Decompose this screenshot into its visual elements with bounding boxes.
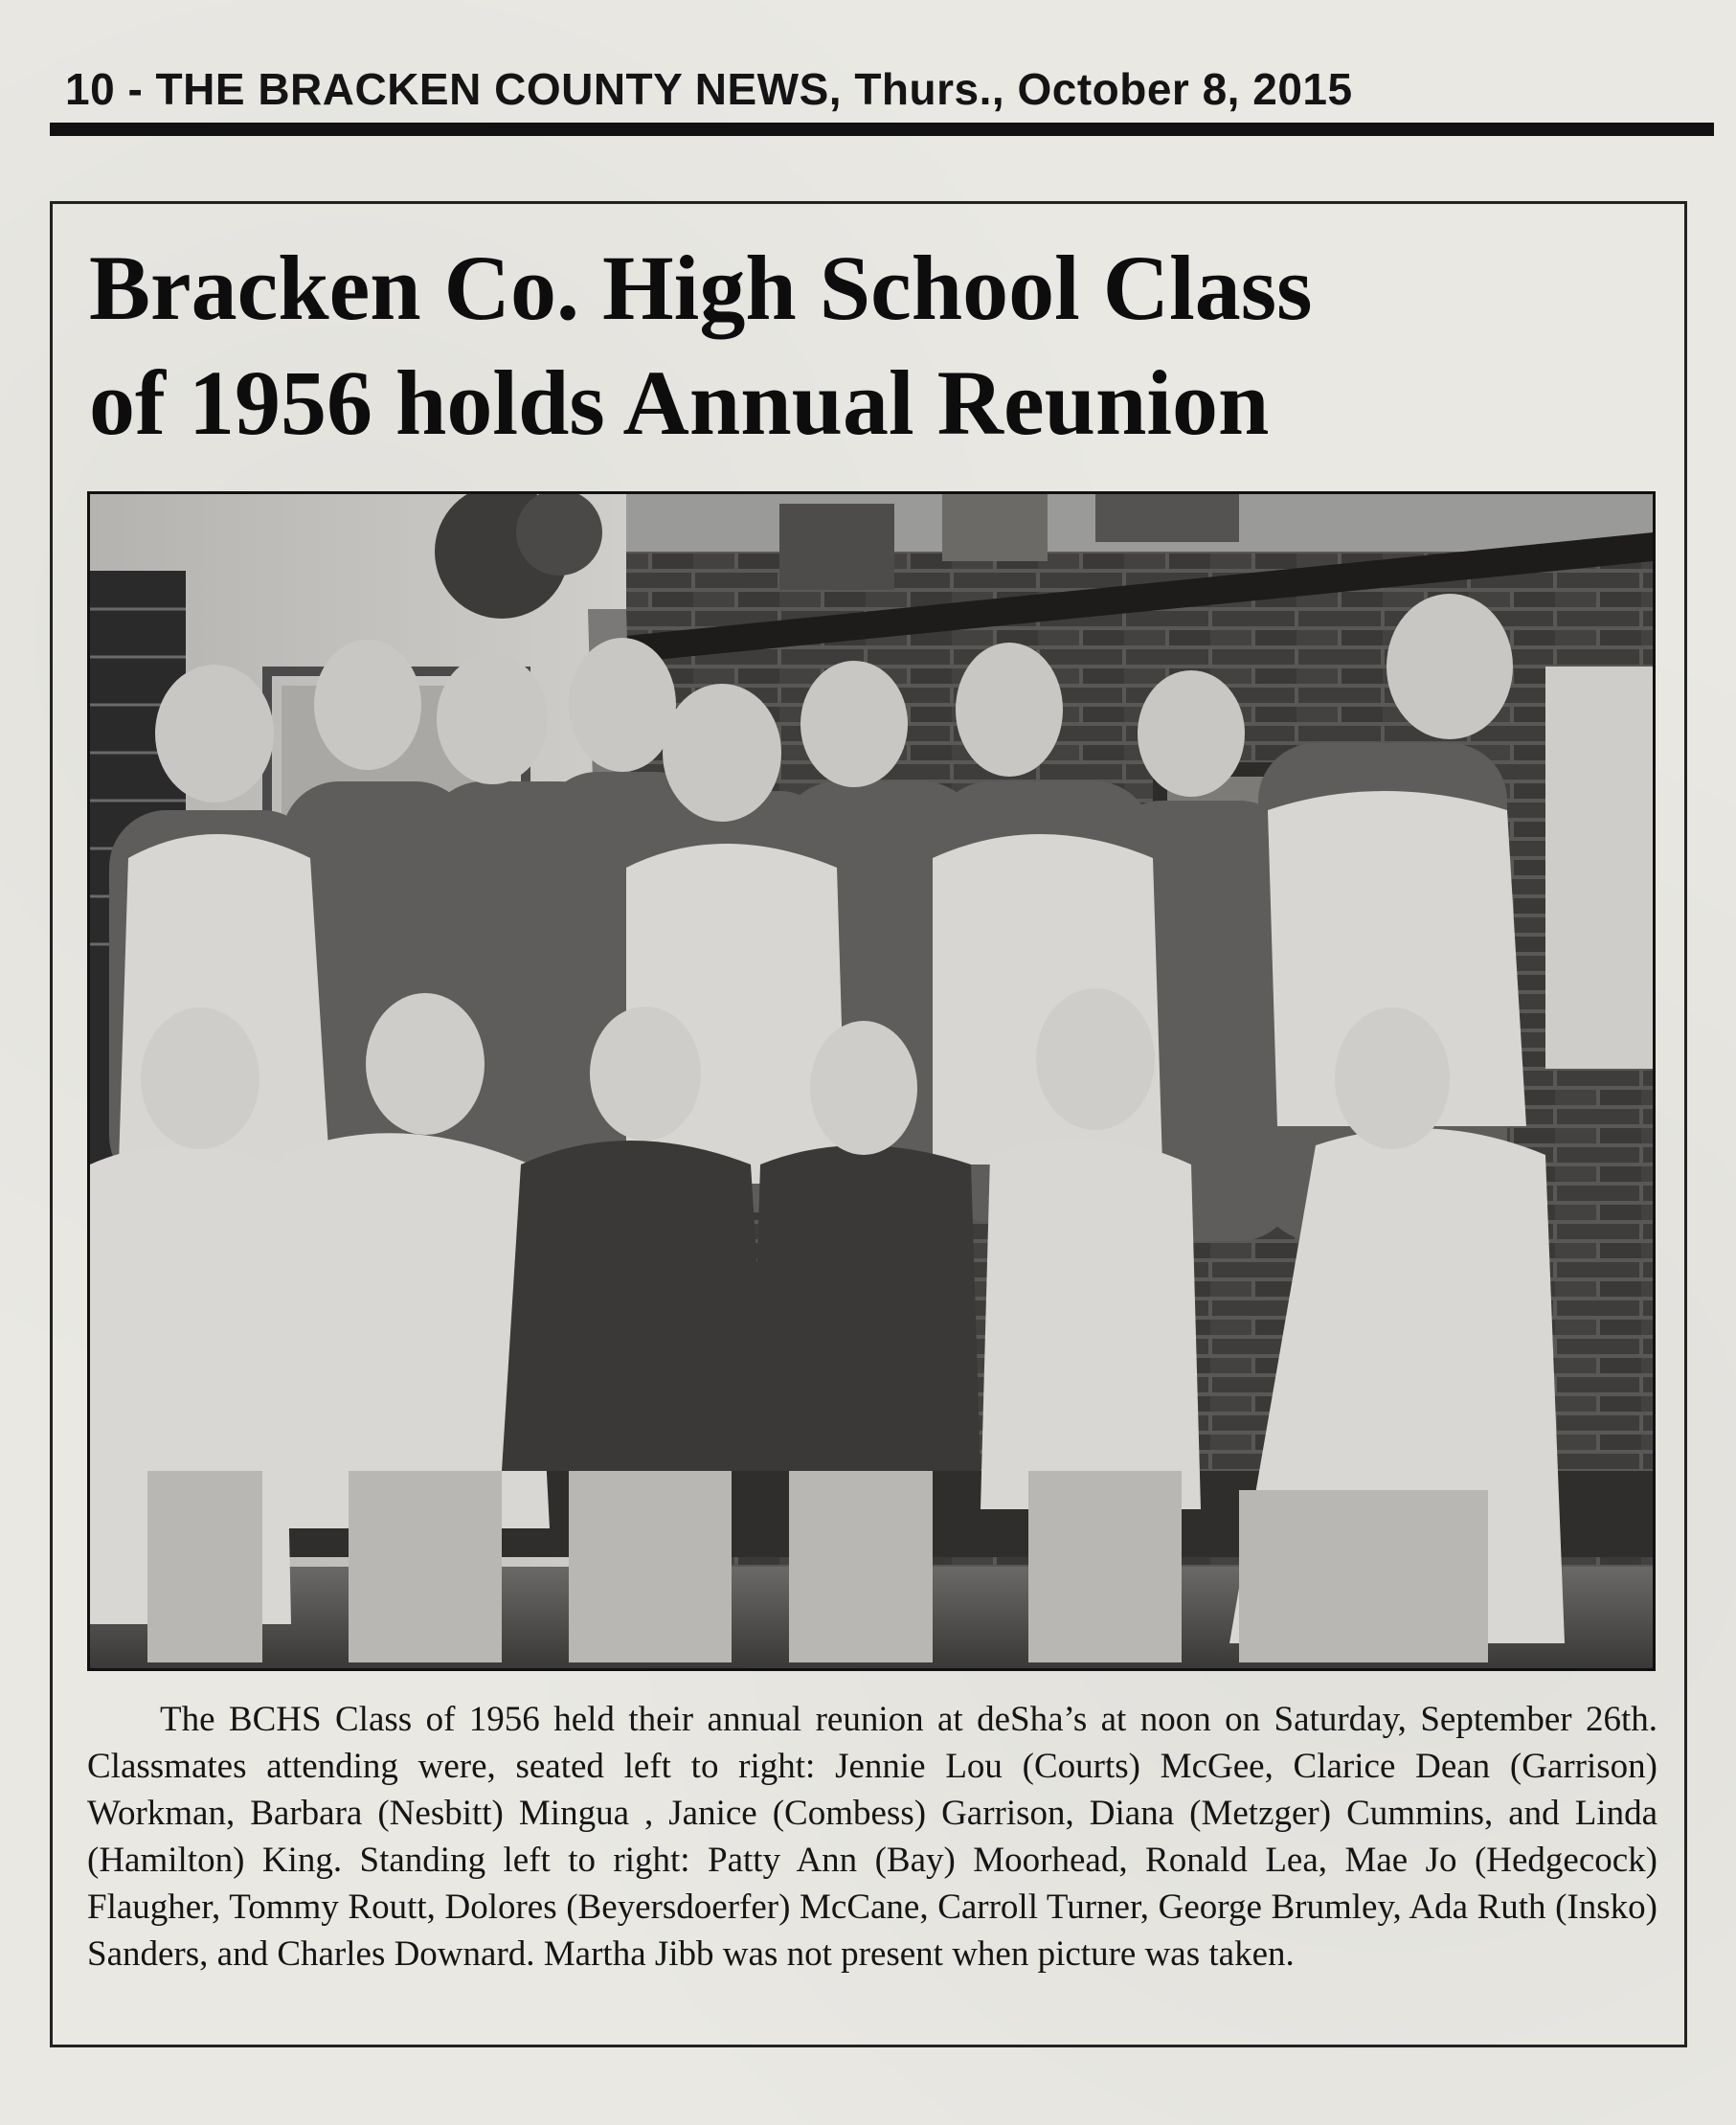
headline-line-1: Bracken Co. High School Class <box>89 237 1313 339</box>
headline <box>89 231 1659 461</box>
header-rule <box>50 123 1714 136</box>
caption-text: The BCHS Class of 1956 held their annual reunion at deSha’s at noon on Saturday, September 26th. Classmates attending were, seated left to right: Jennie Lou (Courts) McGee, Clarice Dean (Garrison) Workman, Barbara (Nesbitt) Mingua , Janice (Combess) Garrison, Diana (Metzger) Cummins, and Linda (Hamilton) King. Standing left to right: Patty Ann (Bay) Moorhead, Ronald Lea, Mae Jo (Hedgecock) Flaugher, Tommy Routt, Dolores (Beyersdoerfer) McCane, Carroll Turner, George Brumley, Ada Ruth (Insko) Sanders, and Charles Downard. Martha Jibb was not present when picture was taken. <box>87 1700 1657 1974</box>
running-head: 10 - THE BRACKEN COUNTY NEWS, Thurs., October 8, 2015 <box>65 64 1353 114</box>
photo-caption <box>87 1696 1657 1978</box>
article-box <box>50 201 1687 2047</box>
headline-line-2: of 1956 holds Annual Reunion <box>89 351 1270 454</box>
group-photo <box>87 491 1656 1671</box>
group-photo-illustration <box>90 494 1653 1668</box>
